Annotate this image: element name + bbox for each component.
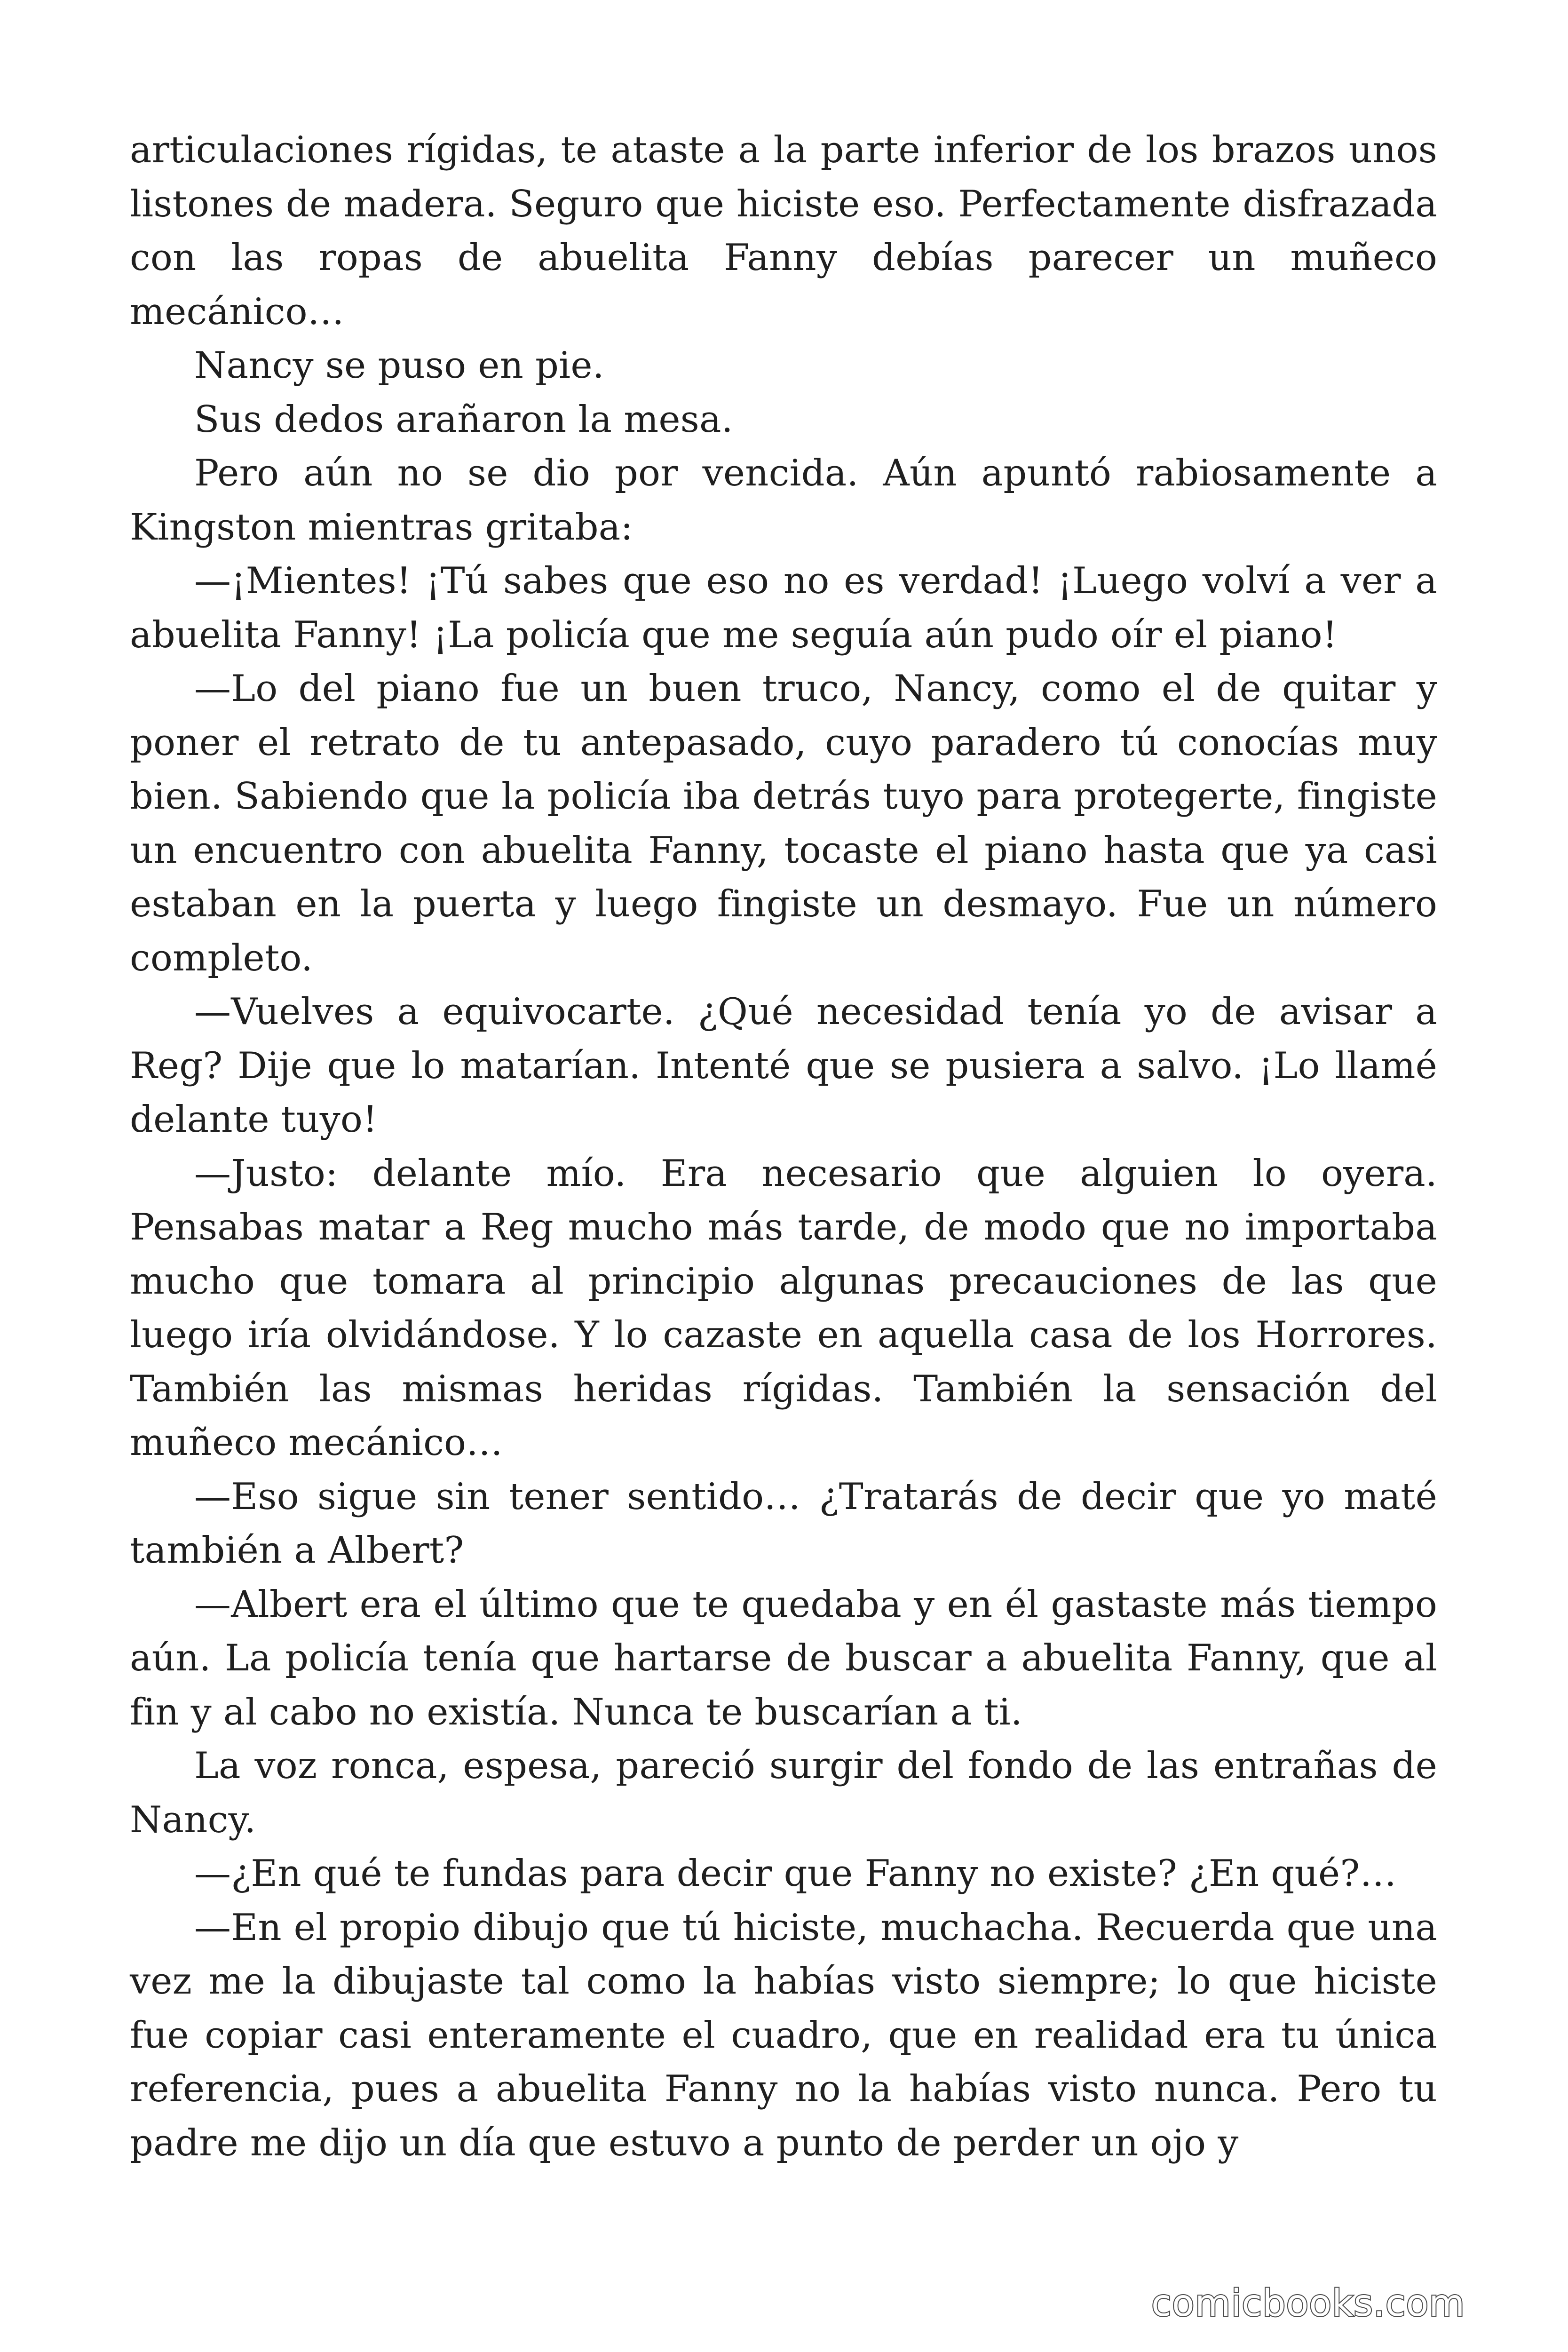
paragraph: —Albert era el último que te quedaba y en él gastaste más tiempo aún. La policía tenía que hartarse de buscar a abuelita Fanny, que al fin y al cabo no existía. Nunca te buscarían a ti. <box>130 1583 1437 1733</box>
paragraph: —Eso sigue sin tener sentido… ¿Tratarás de decir que yo maté también a Albert? <box>130 1475 1437 1572</box>
paragraph: —¿En qué te fundas para decir que Fanny no existe? ¿En qué?… <box>194 1852 1397 1895</box>
paragraph: Nancy se puso en pie. <box>194 344 604 387</box>
body-text <box>130 123 1437 2170</box>
paragraph: Sus dedos arañaron la mesa. <box>194 398 733 441</box>
paragraph: La voz ronca, espesa, pareció surgir del fondo de las entrañas de Nancy. <box>130 1745 1437 1841</box>
paragraph: —Lo del piano fue un buen truco, Nancy, como el de quitar y poner el retrato de tu antepasado, cuyo paradero tú conocías muy bien. Sabiendo que la policía iba detrás tuyo para protegerte, fingiste un encuentro con abuelita Fanny, tocaste el piano hasta que ya casi estaban en la puerta y luego fingiste un desmayo. Fue un número completo. <box>130 667 1437 979</box>
paragraph: —Justo: delante mío. Era necesario que alguien lo oyera. Pensabas matar a Reg mucho más tarde, de modo que no importaba mucho que tomara al principio algunas precauciones de las que luego iría olvidándose. Y lo cazaste en aquella casa de los Horrores. También las mismas heridas rígidas. También la sensación del muñeco mecánico… <box>130 1152 1437 1464</box>
paragraph: —Vuelves a equivocarte. ¿Qué necesidad tenía yo de avisar a Reg? Dije que lo matarían. Intenté que se pusiera a salvo. ¡Lo llamé delante tuyo! <box>130 991 1437 1141</box>
watermark: comicbooks.com <box>1151 2282 1465 2325</box>
paragraph: articulaciones rígidas, te ataste a la parte inferior de los brazos unos listones de madera. Seguro que hiciste eso. Perfectamente disfrazada con las ropas de abuelita Fanny debías parecer un muñeco mecánico… <box>130 129 1437 333</box>
paragraph: Pero aún no se dio por vencida. Aún apuntó rabiosamente a Kingston mientras gritaba: <box>130 452 1437 548</box>
paragraph: —¡Mientes! ¡Tú sabes que eso no es verdad! ¡Luego volví a ver a abuelita Fanny! ¡La policía que me seguía aún pudo oír el piano! <box>130 560 1437 656</box>
paragraph: —En el propio dibujo que tú hiciste, muchacha. Recuerda que una vez me la dibujaste tal como la habías visto siempre; lo que hiciste fue copiar casi enteramente el cuadro, que en realidad era tu única referencia, pues a abuelita Fanny no la habías visto nunca. Pero tu padre me dijo un día que estuvo a punto de perder un ojo y <box>130 1906 1437 2164</box>
